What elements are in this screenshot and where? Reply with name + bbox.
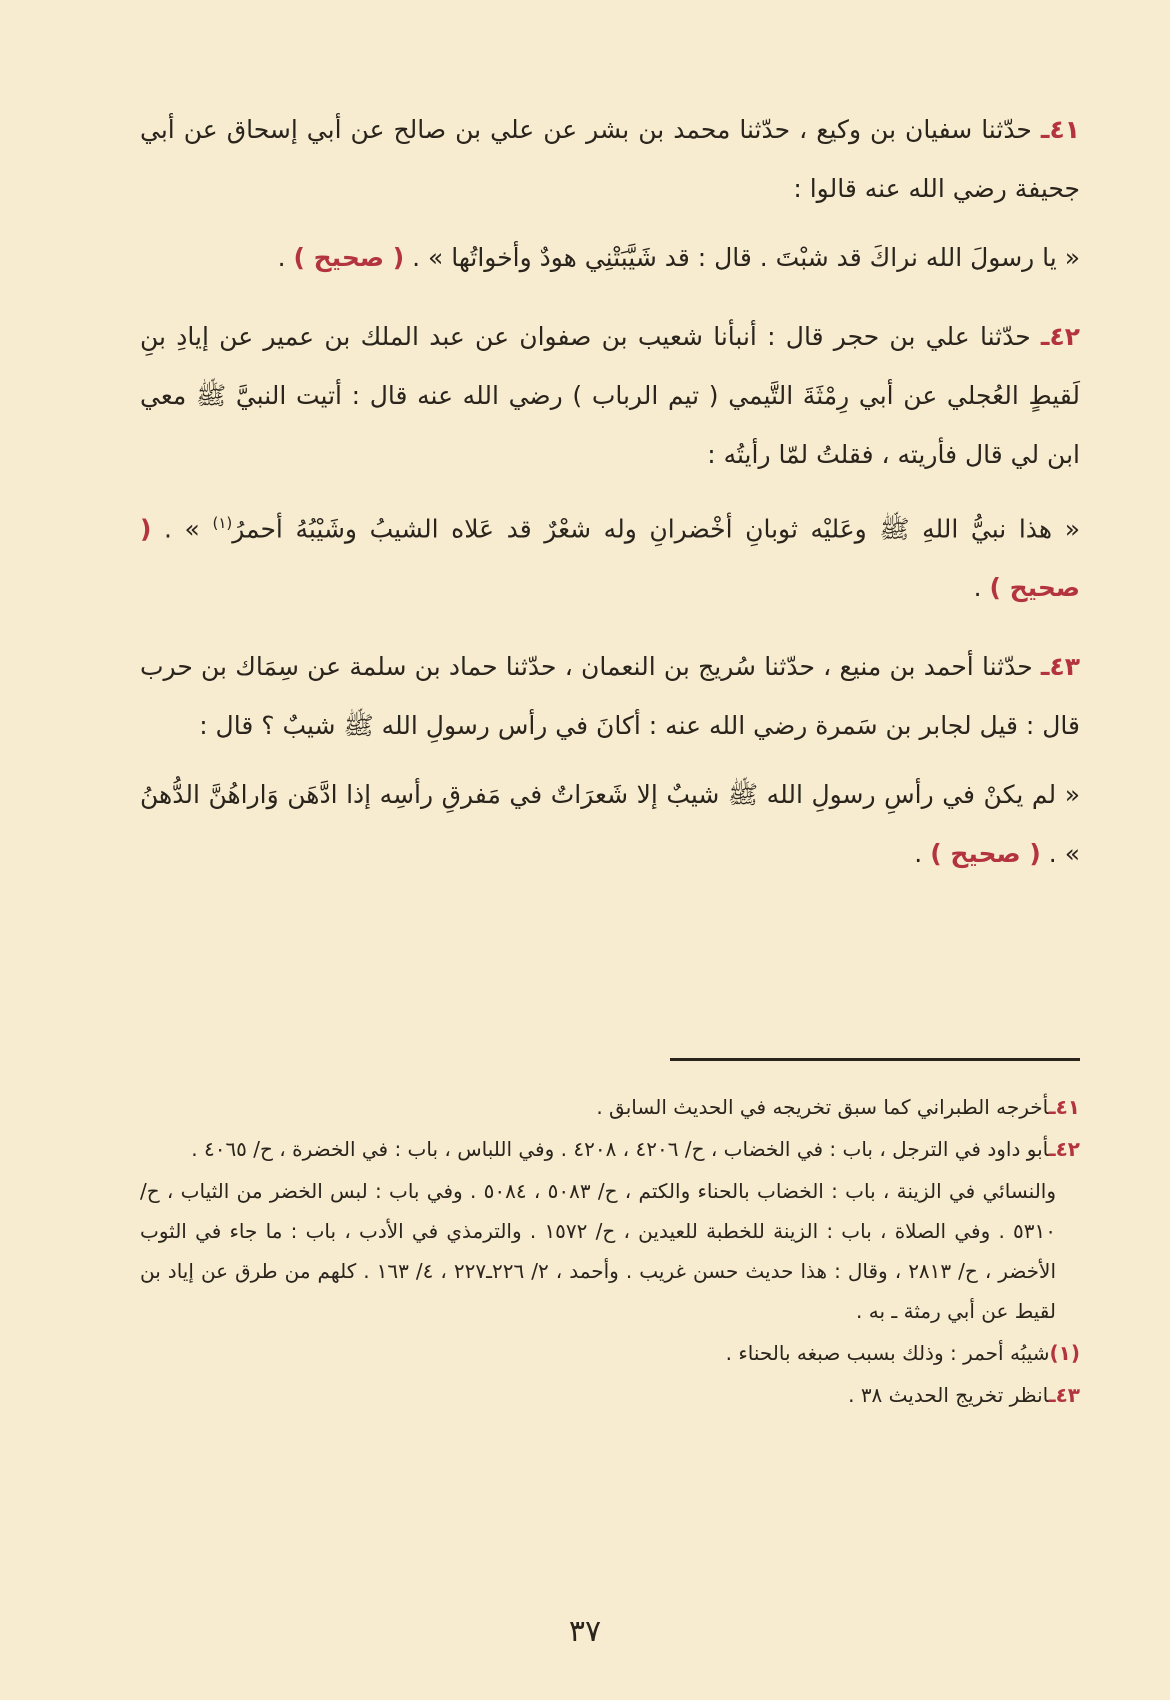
hadith-number: ٤٣ـ [1040, 652, 1080, 682]
hadith-chain [140, 637, 1080, 755]
footnote-text: شيبُه أحمر : وذلك بسبب صبغه بالحناء . [725, 1341, 1050, 1366]
hadith-42 [140, 307, 1080, 617]
footnote-divider [670, 1058, 1080, 1061]
chain-text: حدّثنا سفيان بن وكيع ، حدّثنا محمد بن بشر عن علي بن صالح عن أبي إسحاق عن أبي جحيفة رضي الله عنه قالوا : [140, 115, 1080, 203]
page-number: ٣٧ [568, 1614, 602, 1649]
grade-label: ( صحيح ) [293, 243, 405, 272]
quote-text: « لم يكنْ في رأسِ رسولِ الله ﷺ شيبٌ إلا شَعرَاتٌ في مَفرقِ رأسِه إذا ادَّهَن وَاراهُنَّ الدُّهنُ » . [140, 780, 1080, 869]
footnote-text: انظر تخريج الحديث ٣٨ . [848, 1383, 1049, 1408]
footnote-number: ٤٢ـ [1048, 1137, 1080, 1162]
footnote-number: ٤١ـ [1048, 1095, 1080, 1120]
footnote-text: أبو داود في الترجل ، باب : في الخضاب ، ح/ ٤٢٠٦ ، ٤٢٠٨ . وفي اللباس ، باب : في الخضرة ، ح/ ٤٠٦٥ . [191, 1137, 1049, 1162]
hadith-number: ٤٢ـ [1040, 322, 1080, 351]
footnote-ref[interactable]: (١) [212, 514, 233, 532]
hadith-chain [140, 100, 1080, 218]
hadith-chain [140, 307, 1080, 484]
grade-label: ( صحيح ) [140, 514, 1080, 603]
quote-text: « هذا نبيُّ اللهِ ﷺ وعَليْه ثوبانِ أخْضرانِ وله شعْرٌ قد عَلاه الشيبُ وشَيْبُهُ أحمرُ [232, 514, 1080, 544]
hadith-43 [140, 637, 1080, 883]
footnote-43 [140, 1375, 1080, 1415]
end-mark: . [914, 839, 931, 869]
footnote-42-continued: والنسائي في الزينة ، باب : الخضاب بالحناء والكتم ، ح/ ٥٠٨٣ ، ٥٠٨٤ . وفي باب : لبس الخضر من الثياب ، ح/ ٥٣١٠ . وفي الصلاة ، باب : الزينة للخطبة للعيدين ، ح/ ١٥٧٢ . والترمذي في الأدب ، باب : ما جاء في الثوب الأخضر ، ح/ ٢٨١٣ ، وقال : هذا حديث حسن غريب . وأحمد ، ٢/ ٢٢٦ـ٢٢٧ ، ٤/ ١٦٣ . كلهم من طرق عن إياد بن لقيط عن أبي رمثة ـ به . [140, 1179, 1057, 1324]
footnote-number: (١) [1049, 1341, 1080, 1366]
footnote-number: ٤٣ـ [1048, 1383, 1080, 1408]
footnote-note-1 [140, 1333, 1080, 1373]
end-mark: . [973, 573, 990, 603]
footnote-text: أخرجه الطبراني كما سبق تخريجه في الحديث السابق . [596, 1095, 1049, 1120]
hadith-41 [140, 100, 1080, 287]
chain-text: حدّثنا علي بن حجر قال : أنبأنا شعيب بن صفوان عن عبد الملك بن عمير عن إيادِ بنِ لَقيطٍ العُجلي عن أبي رِمْثَةَ التَّيمي ( تيم الرباب ) رضي الله عنه قال : أتيت النبيَّ ﷺ معي ابن لي قال فأريته ، فقلتُ لمّا رأيتُه : [140, 322, 1080, 469]
grade-label: ( صحيح ) [930, 839, 1041, 869]
footnote-41 [140, 1087, 1080, 1127]
hadith-text [140, 765, 1080, 883]
hadith-number: ٤١ـ [1040, 115, 1080, 144]
quote-text: « يا رسولَ الله نراكَ قد شبْتَ . قال : قد شَيَّبَتْنِي هودٌ وأخواتُها » . [404, 243, 1080, 272]
hadith-text [140, 228, 1080, 287]
end-mark: . [277, 243, 294, 272]
footnote-42 [140, 1129, 1080, 1169]
hadith-text [140, 494, 1080, 617]
footnotes [140, 1087, 1080, 1415]
chain-text: حدّثنا أحمد بن منيع ، حدّثنا سُريج بن النعمان ، حدّثنا حماد بن سلمة عن سِمَاك بن حرب قال : قيل لجابر بن سَمرة رضي الله عنه : أكانَ في رأس رسولِ الله ﷺ شيبٌ ؟ قال : [140, 652, 1080, 741]
quote-text-end: » . [151, 514, 213, 544]
